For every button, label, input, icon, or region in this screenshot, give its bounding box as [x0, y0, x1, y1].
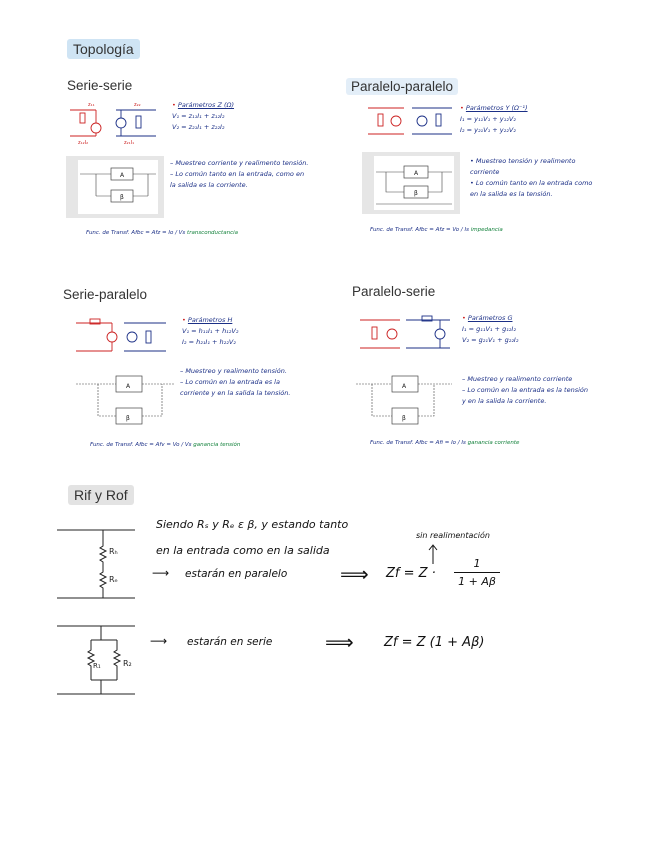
eq-fraction [454, 557, 500, 588]
caption-fraction-sp: Vo / Vs [172, 442, 192, 448]
params-ss: • Parámetros Z (Ω) V₁ = z₁₁I₁ + z₁₂I₂ V₂ = z₂₁I₁ + z₂₂I₂ [172, 100, 292, 133]
heading-paralelo-serie: Paralelo-serie [352, 284, 436, 299]
amp-label-ss: A [120, 172, 125, 179]
rif-line-2: en la entrada como en la salida [156, 544, 330, 557]
bullets-sp [180, 366, 300, 399]
caption-fraction-ps: Io / Is [451, 440, 466, 446]
arrow-right-icon: ⟶ [152, 566, 170, 580]
param-eq2-sp: I₂ = h₂₁I₁ + h₂₂V₂ [182, 338, 236, 346]
bullets-ss [170, 158, 310, 191]
block-diagram-serie-serie [66, 156, 164, 218]
param-eq2-ss: V₂ = z₂₁I₁ + z₂₂I₂ [172, 123, 225, 131]
resistor-series-diagram [55, 622, 140, 700]
bullet-sp-1: – Muestreo y realimento tensión. [180, 367, 287, 375]
caption-fraction-ss: Io / Vs [168, 230, 186, 236]
svg-text:z₂₁I₁: z₂₁I₁ [124, 140, 135, 146]
resistor-label-r2: R₂ [123, 659, 132, 668]
heading-serie-serie: Serie-serie [67, 78, 133, 93]
caption-ss: Func. de Transf. Afbc = Afz = Io / Vs transconductancia [86, 230, 238, 236]
param-eq1-sp: V₁ = h₁₁I₁ + h₁₂V₂ [182, 327, 239, 335]
beta-label-ss: β [120, 194, 124, 201]
heading-rif-rof: Rif y Rof [68, 485, 134, 505]
caption-type-sp: ganancia tensión [193, 442, 241, 448]
amp-label-ps: A [402, 383, 407, 390]
block-diagram-serie-paralelo [72, 370, 177, 432]
eq-zf-serie: Zf = Z (1 + Aβ) [384, 635, 485, 650]
bullet-ss-1: – Muestreo corriente y realimento tensión. [170, 159, 309, 167]
caption-type-ps: ganancia corriente [467, 440, 520, 446]
heading-serie-paralelo: Serie-paralelo [63, 287, 148, 302]
resistor-parallel-diagram [55, 520, 140, 602]
param-eq2-pp: I₂ = y₂₁V₁ + y₂₂V₂ [460, 126, 516, 134]
block-diagram-paralelo-paralelo [362, 152, 460, 214]
resistor-label-ra: Rₑ [109, 575, 118, 584]
rif-line-4: ⟶ estarán en serie [150, 634, 273, 648]
arrow-up-icon [428, 543, 438, 565]
implies-icon-2: ⟹ [325, 630, 354, 654]
circuit-serie-paralelo [72, 315, 170, 359]
caption-type-ss: transconductancia [187, 230, 238, 236]
circuit-paralelo-paralelo [364, 102, 456, 140]
implies-icon: ⟹ [340, 562, 369, 586]
param-eq1-ss: V₁ = z₁₁I₁ + z₁₂I₂ [172, 112, 225, 120]
annotation-sin-realimentacion: sin realimentación [416, 531, 490, 540]
caption-type-pp: impedancia [470, 227, 503, 233]
bullet-ps-1: – Muestreo y realimento corriente [462, 375, 573, 383]
param-eq1-ps: I₁ = g₁₁V₁ + g₁₂I₂ [462, 325, 516, 333]
params-ps: • Parámetros G I₁ = g₁₁V₁ + g₁₂I₂ V₂ = g₂₁V₁ + g₂₂I₂ [462, 313, 582, 346]
rif-line-1: Siendo Rₛ y Rₑ ε β, y estando tanto [156, 518, 349, 531]
bullet-sp-2: – Lo común en la entrada es la corriente y en la salida la tensión. [180, 378, 291, 397]
param-title-sp: Parámetros H [187, 316, 233, 324]
bullets-ps [462, 374, 592, 407]
bullet-ps-2: – Lo común en la entrada es la tensión y en la salida la corriente. [462, 386, 588, 405]
params-pp: • Parámetros Y (Ω⁻¹) I₁ = y₁₁V₁ + y₁₂V₂ I₂ = y₂₁V₁ + y₂₂V₂ [460, 103, 580, 136]
rif-line-3: ⟶ estarán en paralelo [152, 566, 288, 580]
beta-label-ps: β [402, 415, 406, 422]
amp-label-sp: A [126, 383, 131, 390]
eq-denominator: 1 + Aβ [458, 575, 496, 588]
caption-ps: Func. de Transf. Afbc = Afi = Io / Is ganancia corriente [370, 440, 520, 446]
svg-text:z₁₂I₂: z₁₂I₂ [78, 140, 89, 146]
circuit-paralelo-serie [356, 312, 454, 356]
bullet-ss-2: – Lo común tanto en la entrada, como en la salida es la corriente. [170, 170, 305, 189]
circuit-serie-serie [66, 98, 161, 146]
param-title-ps: Parámetros G [467, 314, 513, 322]
svg-text:z₁₁: z₁₁ [88, 102, 95, 108]
arrow-right-icon-2: ⟶ [150, 634, 168, 648]
beta-label-pp: β [414, 190, 418, 197]
eq-zf-paralelo: Zf = Z · [386, 566, 436, 581]
param-title-ss: Parámetros Z (Ω) [177, 101, 235, 109]
page-title: Topología [67, 39, 140, 59]
caption-fraction-pp: Vo / Is [452, 227, 469, 233]
heading-paralelo-paralelo: Paralelo-paralelo [346, 78, 458, 95]
bullet-pp-2: • Lo común tanto en la entrada como en la salida es la tensión. [470, 179, 593, 198]
param-eq2-ps: V₂ = g₂₁V₁ + g₂₂I₂ [462, 336, 519, 344]
param-eq1-pp: I₁ = y₁₁V₁ + y₁₂V₂ [460, 115, 516, 123]
resistor-label-r1: R₁ [93, 662, 101, 670]
amp-label-pp: A [414, 170, 419, 177]
bullets-pp [470, 156, 600, 200]
param-title-pp: Parámetros Y (Ω⁻¹) [465, 104, 528, 112]
block-diagram-paralelo-serie [352, 370, 457, 432]
eq-numerator: 1 [454, 557, 500, 573]
bullet-pp-1: • Muestreo tensión y realimento corriente [470, 157, 576, 176]
caption-pp: Func. de Transf. Afbc = Afz = Vo / Is impedancia [370, 227, 503, 233]
svg-text:z₂₂: z₂₂ [134, 102, 141, 108]
resistor-label-rb: Rₕ [109, 547, 118, 556]
params-sp: • Parámetros H V₁ = h₁₁I₁ + h₁₂V₂ I₂ = h₂₁I₁ + h₂₂V₂ [182, 315, 302, 348]
caption-sp: Func. de Transf. Afbc = Afv = Vo / Vs ganancia tensión [90, 442, 241, 448]
beta-label-sp: β [126, 415, 130, 422]
